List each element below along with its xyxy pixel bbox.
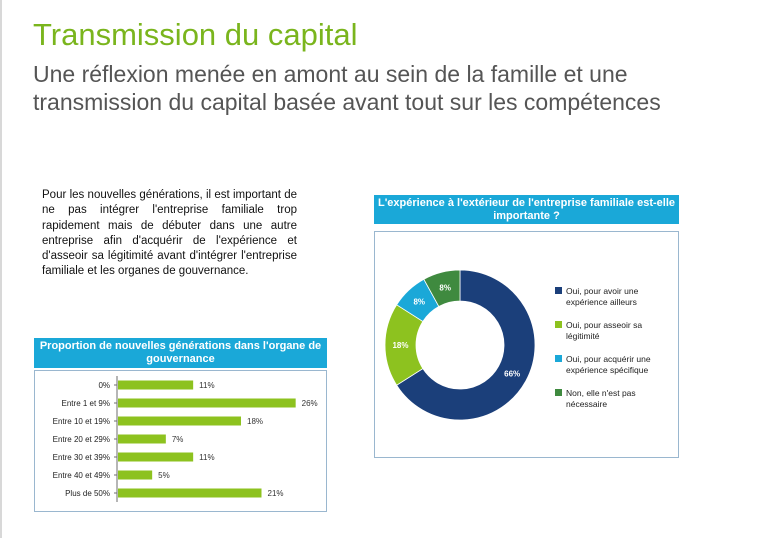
- legend-label: Oui, pour avoir une expérience ailleurs: [566, 286, 639, 307]
- legend-label: Oui, pour asseoir sa légitimité: [566, 320, 643, 341]
- legend-item: [555, 286, 675, 307]
- donut-chart-title-text: L'expérience à l'extérieur de l'entreprise familiale est-elle importante ?: [377, 196, 676, 222]
- donut-slice-label: 66%: [504, 369, 521, 379]
- donut-legend: [555, 286, 675, 422]
- legend-swatch: [555, 321, 562, 328]
- slide-subtitle: Une réflexion menée en amont au sein de la famille et une transmission du capital basée avant tout sur les compétences: [33, 61, 661, 116]
- bar-category-label: Entre 40 et 49%: [52, 471, 110, 480]
- bar: [118, 381, 193, 390]
- bar-category-label: 0%: [98, 381, 110, 390]
- bar-chart: [35, 371, 328, 513]
- bar-chart-title: [34, 338, 327, 368]
- legend-swatch: [555, 389, 562, 396]
- donut-slice-label: 8%: [413, 297, 426, 307]
- bar: [118, 435, 166, 444]
- bar-category-label: Plus de 50%: [65, 489, 110, 498]
- bar-category-label: Entre 20 et 29%: [52, 435, 110, 444]
- left-divider: [0, 0, 2, 538]
- slide-title: Transmission du capital: [33, 17, 358, 52]
- legend-label: Oui, pour acquérir une expérience spécifique: [566, 354, 651, 375]
- bar: [118, 399, 296, 408]
- legend-swatch: [555, 355, 562, 362]
- donut-slice-label: 18%: [392, 341, 409, 350]
- bar-chart-panel: [34, 370, 327, 512]
- bar: [118, 417, 241, 426]
- bar-value-label: 21%: [267, 489, 284, 498]
- bar-value-label: 11%: [199, 453, 215, 462]
- bar-value-label: 7%: [171, 435, 184, 444]
- legend-item: [555, 354, 675, 375]
- donut-chart-panel: [374, 231, 679, 458]
- bar: [118, 453, 193, 462]
- intro-paragraph: Pour les nouvelles générations, il est important de ne pas intégrer l'entreprise familiale trop rapidement mais de débuter dans une autre entreprise afin d'acquérir de l'expérience et d'asseoir sa légitimité avant d'intégrer l'entreprise familiale et les organes de gouvernance.: [42, 189, 297, 278]
- legend-item: [555, 320, 675, 341]
- bar: [118, 489, 262, 498]
- bar-value-label: 5%: [158, 471, 170, 480]
- bar-chart-title-text: Proportion de nouvelles générations dans l'organe de gouvernance: [39, 340, 322, 365]
- legend-swatch: [555, 287, 562, 294]
- bar-value-label: 11%: [199, 381, 215, 390]
- legend-label: Non, elle n'est pas nécessaire: [566, 388, 636, 409]
- bar-category-label: Entre 10 et 19%: [52, 417, 110, 426]
- donut-chart-title: [374, 195, 679, 224]
- bar-value-label: 18%: [247, 417, 264, 426]
- bar-category-label: Entre 1 et 9%: [61, 399, 110, 408]
- legend-item: [555, 388, 675, 409]
- bar: [118, 471, 152, 480]
- donut-slice-label: 8%: [439, 283, 451, 293]
- bar-value-label: 26%: [301, 399, 318, 408]
- bar-category-label: Entre 30 et 39%: [52, 453, 110, 462]
